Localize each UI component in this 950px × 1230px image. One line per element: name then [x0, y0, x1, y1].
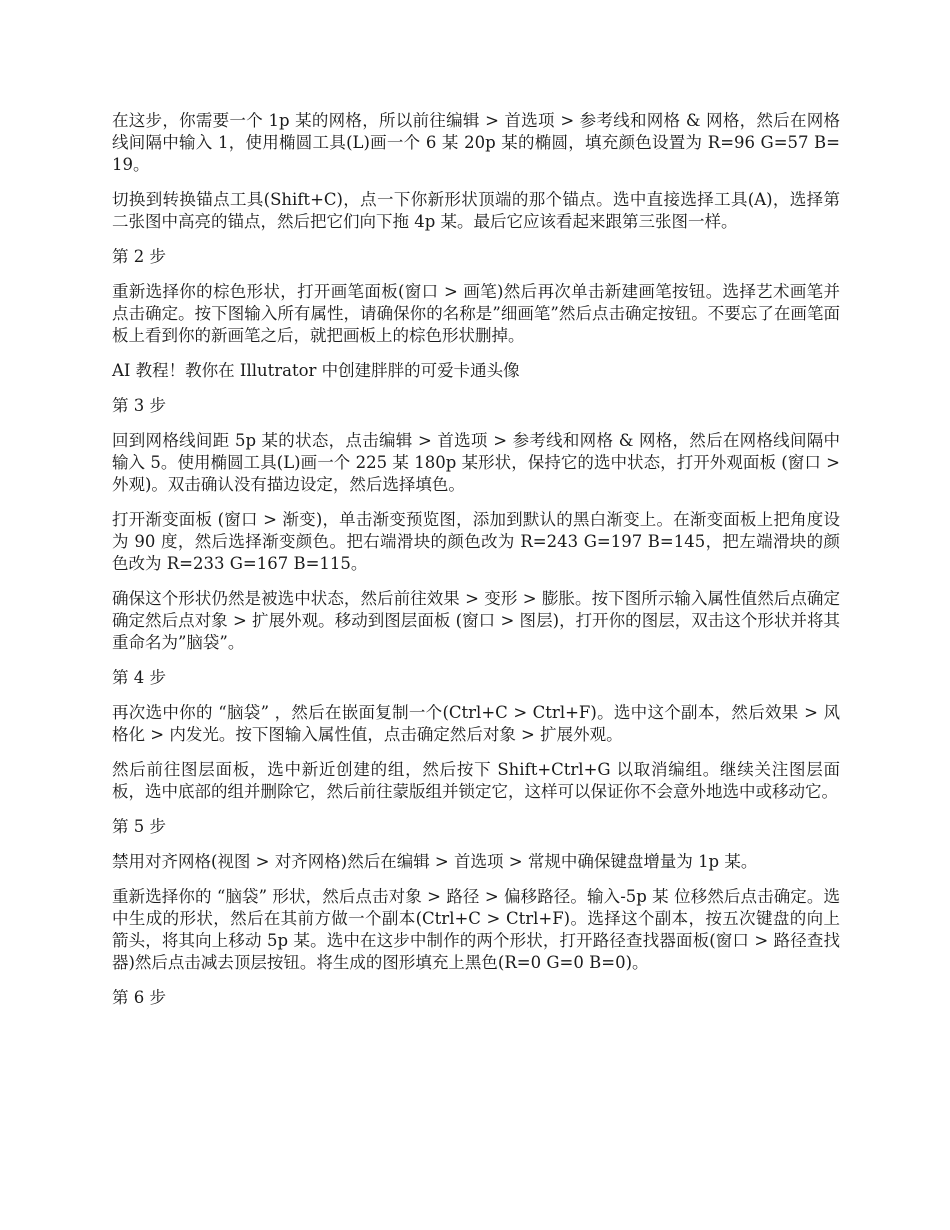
step-2-heading: 第 2 步: [112, 247, 166, 266]
paragraph-7: 再次选中你的 “脑袋” ，然后在嵌面复制一个(Ctrl+C > Ctrl+F)。选中这个副本，然后效果 > 风格化 > 内发光。按下图输入属性值，点击确定然后对象 > 扩展外观。: [112, 703, 840, 744]
step-3-heading: 第 3 步: [112, 396, 166, 415]
step-6-heading: 第 6 步: [112, 988, 166, 1007]
article-title-line: AI 教程！教你在 Illutrator 中创建胖胖的可爱卡通头像: [112, 361, 520, 380]
paragraph-1: 在这步，你需要一个 1p 某的网格，所以前往编辑 > 首选项 > 参考线和网格 & 网格，然后在网格线间隔中输入 1，使用椭圆工具(L)画一个 6 某 20p 某的椭圆，填充颜色设置为 R=96 G=57 B=19。: [112, 111, 840, 174]
paragraph-8: 然后前往图层面板，选中新近创建的组，然后按下 Shift+Ctrl+G 以取消编组。继续关注图层面板，选中底部的组并删除它，然后前往蒙版组并锁定它，这样可以保证你不会意外地选中或移动它。: [112, 760, 840, 801]
paragraph-4: 回到网格线间距 5p 某的状态，点击编辑 > 首选项 > 参考线和网格 & 网格，然后在网格线间隔中输入 5。使用椭圆工具(L)画一个 225 某 180p 某形状，保持它的选中状态，打开外观面板 (窗口 > 外观)。双击确认没有描边设定，然后选择填色。: [112, 431, 840, 494]
step-5-heading: 第 5 步: [112, 817, 166, 836]
paragraph-9: 禁用对齐网格(视图 > 对齐网格)然后在编辑 > 首选项 > 常规中确保键盘增量为 1p 某。: [112, 852, 758, 871]
paragraph-5: 打开渐变面板 (窗口 > 渐变)，单击渐变预览图，添加到默认的黑白渐变上。在渐变面板上把角度设为 90 度，然后选择渐变颜色。把右端滑块的颜色改为 R=243 G=197 B=145，把左端滑块的颜色改为 R=233 G=167 B=115。: [112, 510, 840, 573]
paragraph-10: 重新选择你的 “脑袋” 形状，然后点击对象 > 路径 > 偏移路径。输入-5p 某 位移然后点击确定。选中生成的形状，然后在其前方做一个副本(Ctrl+C > Ctrl+F)。选择这个副本，按五次键盘的向上箭头，将其向上移动 5p 某。选中在这步中制作的两个形状，打开路径查找器面板(窗口 > 路径查找器)然后点击减去顶层按钮。将生成的图形填充上黑色(R=0 G=0 B=0)。: [112, 887, 840, 972]
paragraph-3: 重新选择你的棕色形状，打开画笔面板(窗口 > 画笔)然后再次单击新建画笔按钮。选择艺术画笔并点击确定。按下图输入所有属性，请确保你的名称是”细画笔”然后点击确定按钮。不要忘了在画笔面板上看到你的新画笔之后，就把画板上的棕色形状删掉。: [112, 282, 840, 345]
document-body: [112, 110, 840, 1022]
paragraph-6: 确保这个形状仍然是被选中状态，然后前往效果 > 变形 > 膨胀。按下图所示输入属性值然后点确定确定然后点对象 > 扩展外观。移动到图层面板 (窗口 > 图层)，打开你的图层，双击这个形状并将其重命名为”脑袋”。: [112, 589, 840, 652]
paragraph-2: 切换到转换锚点工具(Shift+C)，点一下你新形状顶端的那个锚点。选中直接选择工具(A)，选择第二张图中高亮的锚点，然后把它们向下拖 4p 某。最后它应该看起来跟第三张图一样。: [112, 190, 840, 231]
step-4-heading: 第 4 步: [112, 668, 166, 687]
